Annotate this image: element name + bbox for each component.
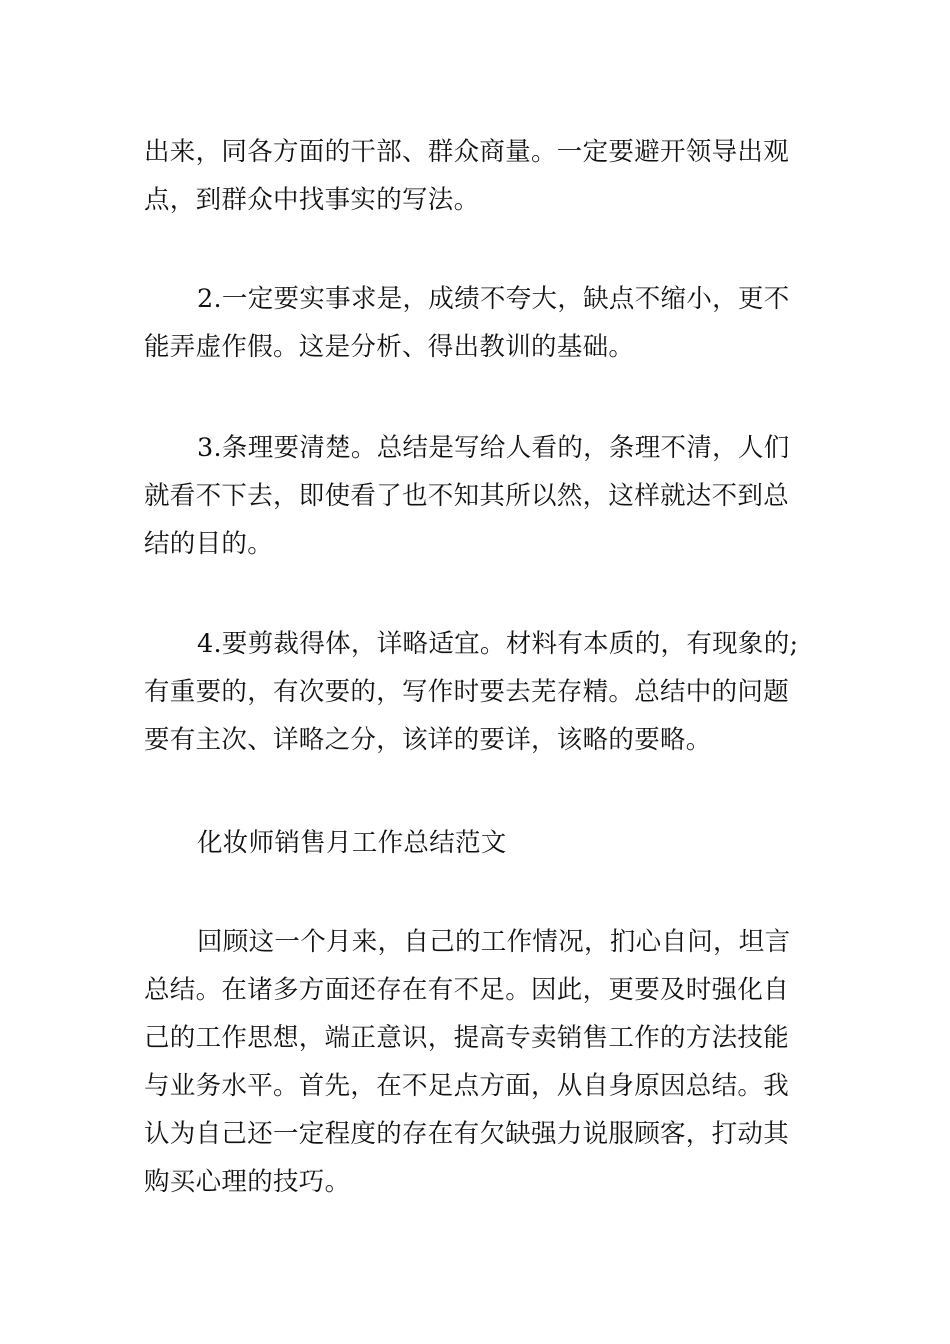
paragraph-continued: [144, 128, 806, 224]
text-line: 出来，同各方面的干部、群众商量。一定要避开领导出观: [144, 137, 790, 167]
text-line: 点，到群众中找事实的写法。: [144, 185, 480, 215]
text-line: 2.一定要实事求是，成绩不夸大，缺点不缩小，更不: [197, 284, 790, 314]
text-line: 购买心理的技巧。: [144, 1167, 351, 1197]
paragraph-point-2: [144, 275, 806, 371]
text-line: 就看不下去，即使看了也不知其所以然，这样就达不到总: [144, 481, 790, 511]
paragraph-point-4: [144, 620, 806, 764]
text-line: 有重要的，有次要的，写作时要去芜存精。总结中的问题: [144, 677, 790, 707]
text-line: 与业务水平。首先，在不足点方面，从自身原因总结。我: [144, 1071, 790, 1101]
text-line: 要有主次、详略之分，该详的要详，该略的要略。: [144, 725, 712, 755]
text-line: 己的工作思想，端正意识，提高专卖销售工作的方法技能: [144, 1023, 790, 1053]
text-line: 能弄虚作假。这是分析、得出教训的基础。: [144, 332, 635, 362]
text-line: 认为自己还一定程度的存在有欠缺强力说服顾客，打动其: [144, 1119, 790, 1149]
paragraph-point-3: [144, 424, 806, 568]
text-line: 4.要剪裁得体，详略适宜。材料有本质的，有现象的;: [197, 629, 799, 659]
heading-text: 化妆师销售月工作总结范文: [197, 828, 507, 858]
paragraph-summary: [144, 918, 806, 1206]
text-line: 结的目的。: [144, 529, 274, 559]
text-line: 总结。在诸多方面还存在有不足。因此，更要及时强化自: [144, 975, 790, 1005]
section-heading: [144, 819, 806, 867]
text-line: 3.条理要清楚。总结是写给人看的，条理不清，人们: [197, 433, 790, 463]
text-line: 回顾这一个月来，自己的工作情况，扪心自问，坦言: [197, 927, 791, 957]
